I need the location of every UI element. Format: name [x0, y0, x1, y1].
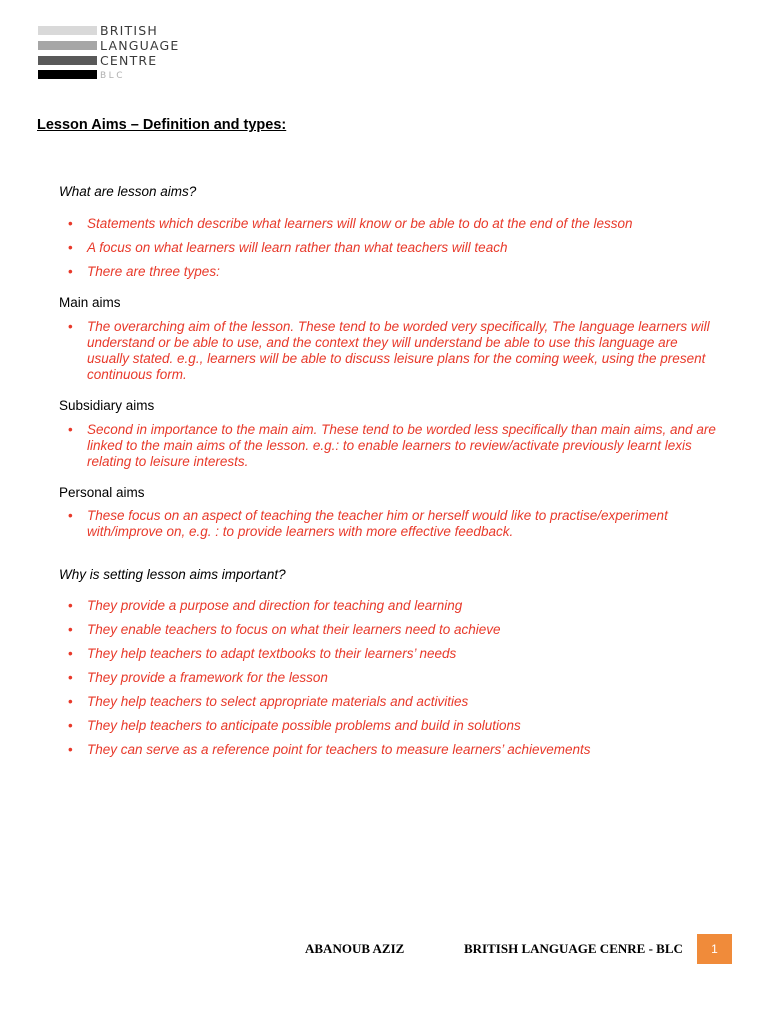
- heading-subsidiary-aims: Subsidiary aims: [59, 398, 155, 413]
- list-item: • They help teachers to adapt textbooks to their learners’ needs: [68, 646, 720, 662]
- list-item: • They help teachers to anticipate possible problems and build in solutions: [68, 718, 720, 734]
- list-item: • They provide a framework for the lesson: [68, 670, 720, 686]
- list-item: • They help teachers to select appropriate materials and activities: [68, 694, 720, 710]
- list-item: • They can serve as a reference point for teachers to measure learners’ achievements: [68, 742, 720, 758]
- logo-bar-black: [38, 70, 97, 79]
- footer-organization: BRITISH LANGUAGE CENRE - BLC: [464, 941, 683, 956]
- page-title: Lesson Aims – Definition and types:: [37, 117, 287, 133]
- main-aims-list: [68, 319, 720, 383]
- blc-logo: [38, 24, 188, 84]
- list-item: • The overarching aim of the lesson. These tend to be worded very specifically, The language learners will understand or be able to use, and the context they will understand be able to use this language are usually stated. e.g., learners will be able to discuss leisure plans for the coming week, using the present continuous form.: [68, 319, 720, 383]
- list-item: • They provide a purpose and direction for teaching and learning: [68, 598, 720, 614]
- personal-aims-list: [68, 508, 720, 540]
- logo-text-language: LANGUAGE: [100, 38, 180, 53]
- question-why-important: Why is setting lesson aims important?: [59, 567, 286, 582]
- list-item: • They enable teachers to focus on what their learners need to achieve: [68, 622, 720, 638]
- page-number: 1: [711, 942, 718, 956]
- lesson-aims-definition-list: [68, 216, 720, 288]
- list-item: • Second in importance to the main aim. These tend to be worded less specifically than main aims, and are linked to the main aims of the lesson. e.g.: to enable learners to review/activate previously learnt lexis relating to leisure interests.: [68, 422, 720, 470]
- list-item: • There are three types:: [68, 264, 720, 280]
- logo-bar-mid: [38, 41, 97, 50]
- footer-author: ABANOUB AZIZ: [305, 941, 405, 956]
- list-item: • These focus on an aspect of teaching the teacher him or herself would like to practise/experiment with/improve on, e.g. : to provide learners with more effective feedback.: [68, 508, 720, 540]
- question-what-are-lesson-aims: What are lesson aims?: [59, 184, 197, 199]
- list-item: • Statements which describe what learners will know or be able to do at the end of the lesson: [68, 216, 720, 232]
- heading-main-aims: Main aims: [59, 295, 121, 310]
- logo-text-british: BRITISH: [100, 23, 159, 38]
- importance-list: [68, 598, 720, 766]
- list-item: • A focus on what learners will learn rather than what teachers will teach: [68, 240, 720, 256]
- subsidiary-aims-list: [68, 422, 720, 470]
- logo-bar-light: [38, 26, 97, 35]
- page-number-box: [697, 934, 732, 964]
- heading-personal-aims: Personal aims: [59, 485, 145, 500]
- logo-text-centre: CENTRE: [100, 53, 158, 68]
- logo-bar-dark: [38, 56, 97, 65]
- logo-text-blc: BLC: [100, 71, 125, 81]
